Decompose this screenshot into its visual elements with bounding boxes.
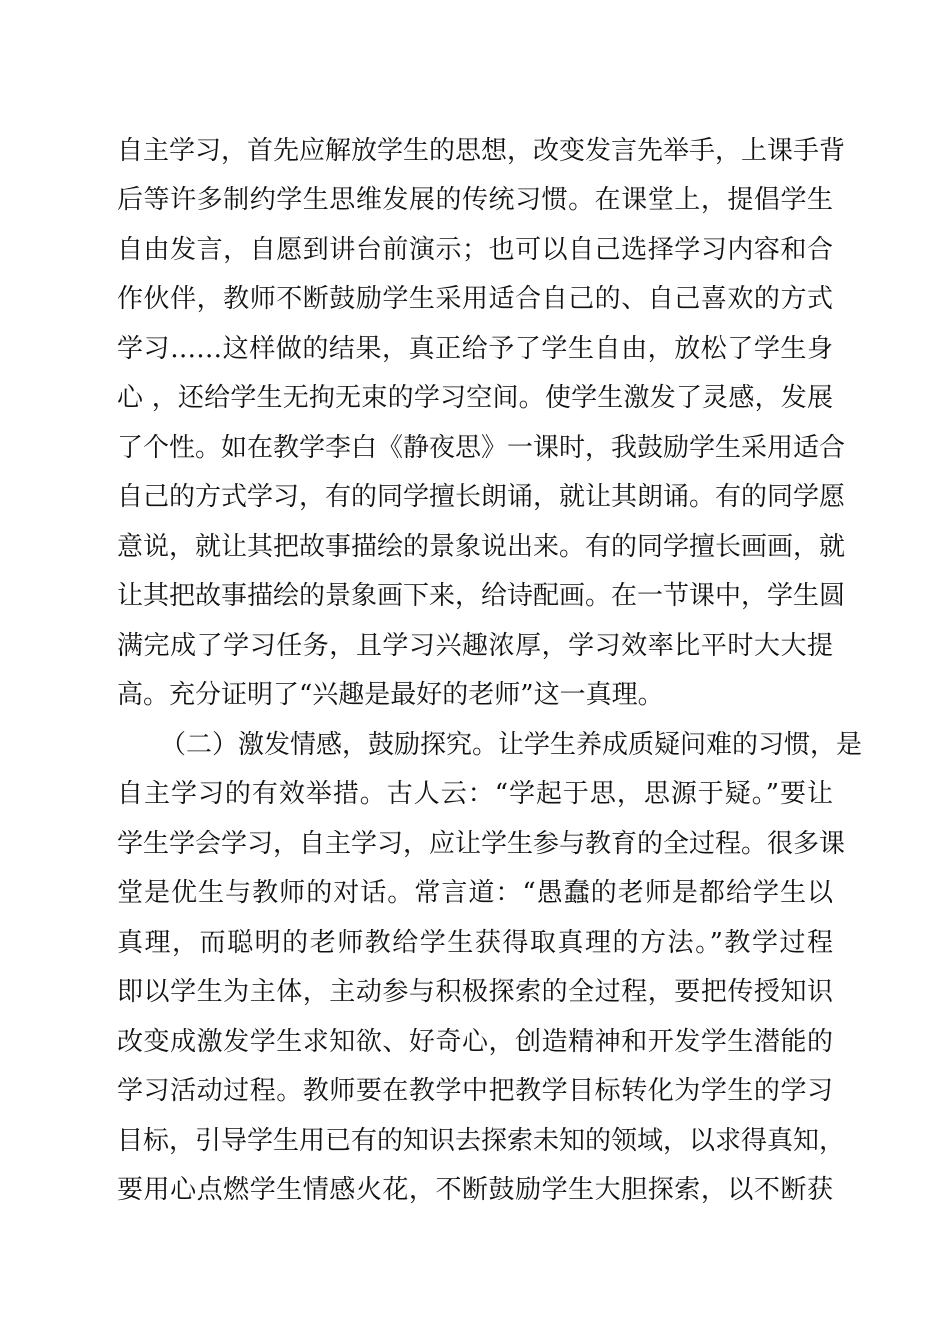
text-line: 目标，引导学生用已有的知识去探索未知的领域，以求得真知， — [117, 1126, 846, 1156]
text-line: 意说，就让其把故事描绘的景象说出来。有的同学擅长画画，就 — [117, 532, 846, 562]
text-line: 要用心点燃学生情感火花，不断鼓励学生大胆探索，以不断获 — [117, 1175, 833, 1205]
text-line: 让其把故事描绘的景象画下来，给诗配画。在一节课中，学生圆 — [117, 581, 846, 611]
text-line: 自由发言，自愿到讲台前演示；也可以自己选择学习内容和合 — [117, 235, 833, 265]
text-line: 心 ，还给学生无拘无束的学习空间。使学生激发了灵感，发展 — [117, 383, 833, 413]
text-line: 满完成了学习任务，且学习兴趣浓厚，学习效率比平时大大提 — [117, 631, 833, 661]
text-line: 学习活动过程。教师要在教学中把教学目标转化为学生的学习 — [117, 1076, 833, 1106]
text-line: 改变成激发学生求知欲、好奇心，创造精神和开发学生潜能的 — [117, 1027, 833, 1057]
text-line: 学生学会学习，自主学习，应让学生参与教育的全过程。很多课 — [117, 829, 846, 859]
text-line: 自主学习，首先应解放学生的思想，改变发言先举手，上课手背 — [117, 136, 846, 166]
text-line: 高。充分证明了“兴趣是最好的老师”这一真理。 — [117, 680, 664, 710]
text-line: 真理，而聪明的老师教给学生获得取真理的方法。”教学过程 — [117, 928, 833, 958]
text-line: 后等许多制约学生思维发展的传统习惯。在课堂上，提倡学生 — [117, 185, 833, 215]
text-line: 学习……这样做的结果，真正给予了学生自由，放松了学生身 — [117, 334, 833, 364]
text-line: 了个性。如在教学李白《静夜思》一课时，我鼓励学生采用适合 — [117, 433, 846, 463]
text-line: 堂是优生与教师的对话。常言道：“愚蠢的老师是都给学生以 — [117, 878, 833, 908]
text-line: 自己的方式学习，有的同学擅长朗诵，就让其朗诵。有的同学愿 — [117, 482, 846, 512]
text-line: 即以学生为主体，主动参与积极探索的全过程，要把传授知识 — [117, 977, 833, 1007]
text-line: 自主学习的有效举措。古人云：“学起于思，思源于疑。”要让 — [117, 779, 833, 809]
text-line: （二）激发情感，鼓励探究。让学生养成质疑问难的习惯，是 — [160, 730, 863, 760]
text-line: 作伙伴，教师不断鼓励学生采用适合自己的、自己喜欢的方式 — [117, 284, 833, 314]
